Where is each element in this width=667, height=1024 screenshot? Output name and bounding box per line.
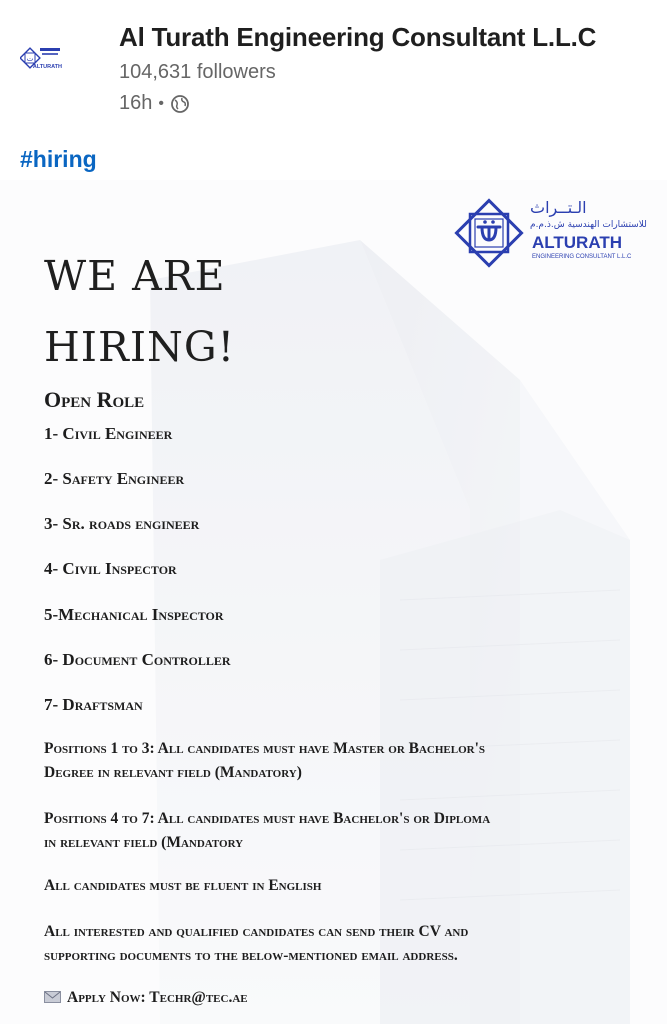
alturath-logo-icon [20, 42, 62, 76]
logo-arabic-subtitle: للاستشارات الهندسية ش.ذ.م.م [530, 220, 647, 230]
globe-icon [170, 94, 190, 114]
mail-icon [44, 991, 61, 1003]
english-fluency-requirement: All candidates must be fluent in English [44, 877, 322, 894]
positions-1-3-line-2: Degree in relevant field (Mandatory) [44, 764, 302, 781]
headline-line-2: HIRING! [44, 323, 236, 371]
logo-wordmark: ALTURATH [532, 233, 623, 252]
headline-line-1: WE ARE [44, 252, 226, 300]
company-name[interactable]: Al Turath Engineering Consultant L.L.C [119, 22, 597, 52]
role-item: 7- Draftsman [44, 695, 143, 714]
send-cv-instructions [44, 920, 468, 968]
role-item: 5-Mechanical Inspector [44, 605, 224, 624]
positions-1-3-line-1: Positions 1 to 3: All candidates must have Master or Bachelor's [44, 740, 486, 757]
post-header [0, 0, 667, 130]
apply-now [44, 986, 248, 1010]
meta-separator: • [158, 94, 164, 112]
post-meta [119, 92, 190, 115]
role-item: 6- Document Controller [44, 650, 231, 669]
role-item: 4- Civil Inspector [44, 559, 177, 578]
send-cv-line-2: supporting documents to the below-mentioned email address. [44, 947, 458, 964]
role-item: 1- Civil Engineer [44, 424, 173, 443]
svg-text:ت: ت [26, 55, 34, 63]
open-role-title: Open Role [44, 387, 145, 412]
follower-count: 104,631 followers [119, 61, 276, 83]
alturath-logo [452, 192, 647, 272]
logo-arabic-name: الـتــراث [530, 198, 587, 217]
positions-1-3-requirement [44, 737, 485, 785]
alturath-emblem-icon [452, 196, 526, 270]
hiring-poster-image[interactable] [0, 180, 667, 1024]
company-avatar[interactable] [20, 42, 62, 76]
role-item: 3- Sr. roads engineer [44, 514, 200, 533]
post-time: 16h [119, 92, 153, 114]
role-item: 2- Safety Engineer [44, 469, 185, 488]
apply-now-email[interactable]: Apply Now: Techr@tec.ae [67, 989, 248, 1006]
positions-4-7-requirement [44, 807, 490, 855]
avatar-wordmark: ALTURATH [32, 64, 62, 70]
positions-4-7-line-1: Positions 4 to 7: All candidates must have Bachelor's or Diploma [44, 810, 491, 827]
positions-4-7-line-2: in relevant field (Mandatory [44, 834, 244, 851]
logo-subtitle: ENGINEERING CONSULTANT L.L.C [532, 254, 632, 260]
hashtag-hiring[interactable]: #hiring [20, 146, 97, 172]
send-cv-line-1: All interested and qualified candidates can send their CV and [44, 923, 469, 940]
